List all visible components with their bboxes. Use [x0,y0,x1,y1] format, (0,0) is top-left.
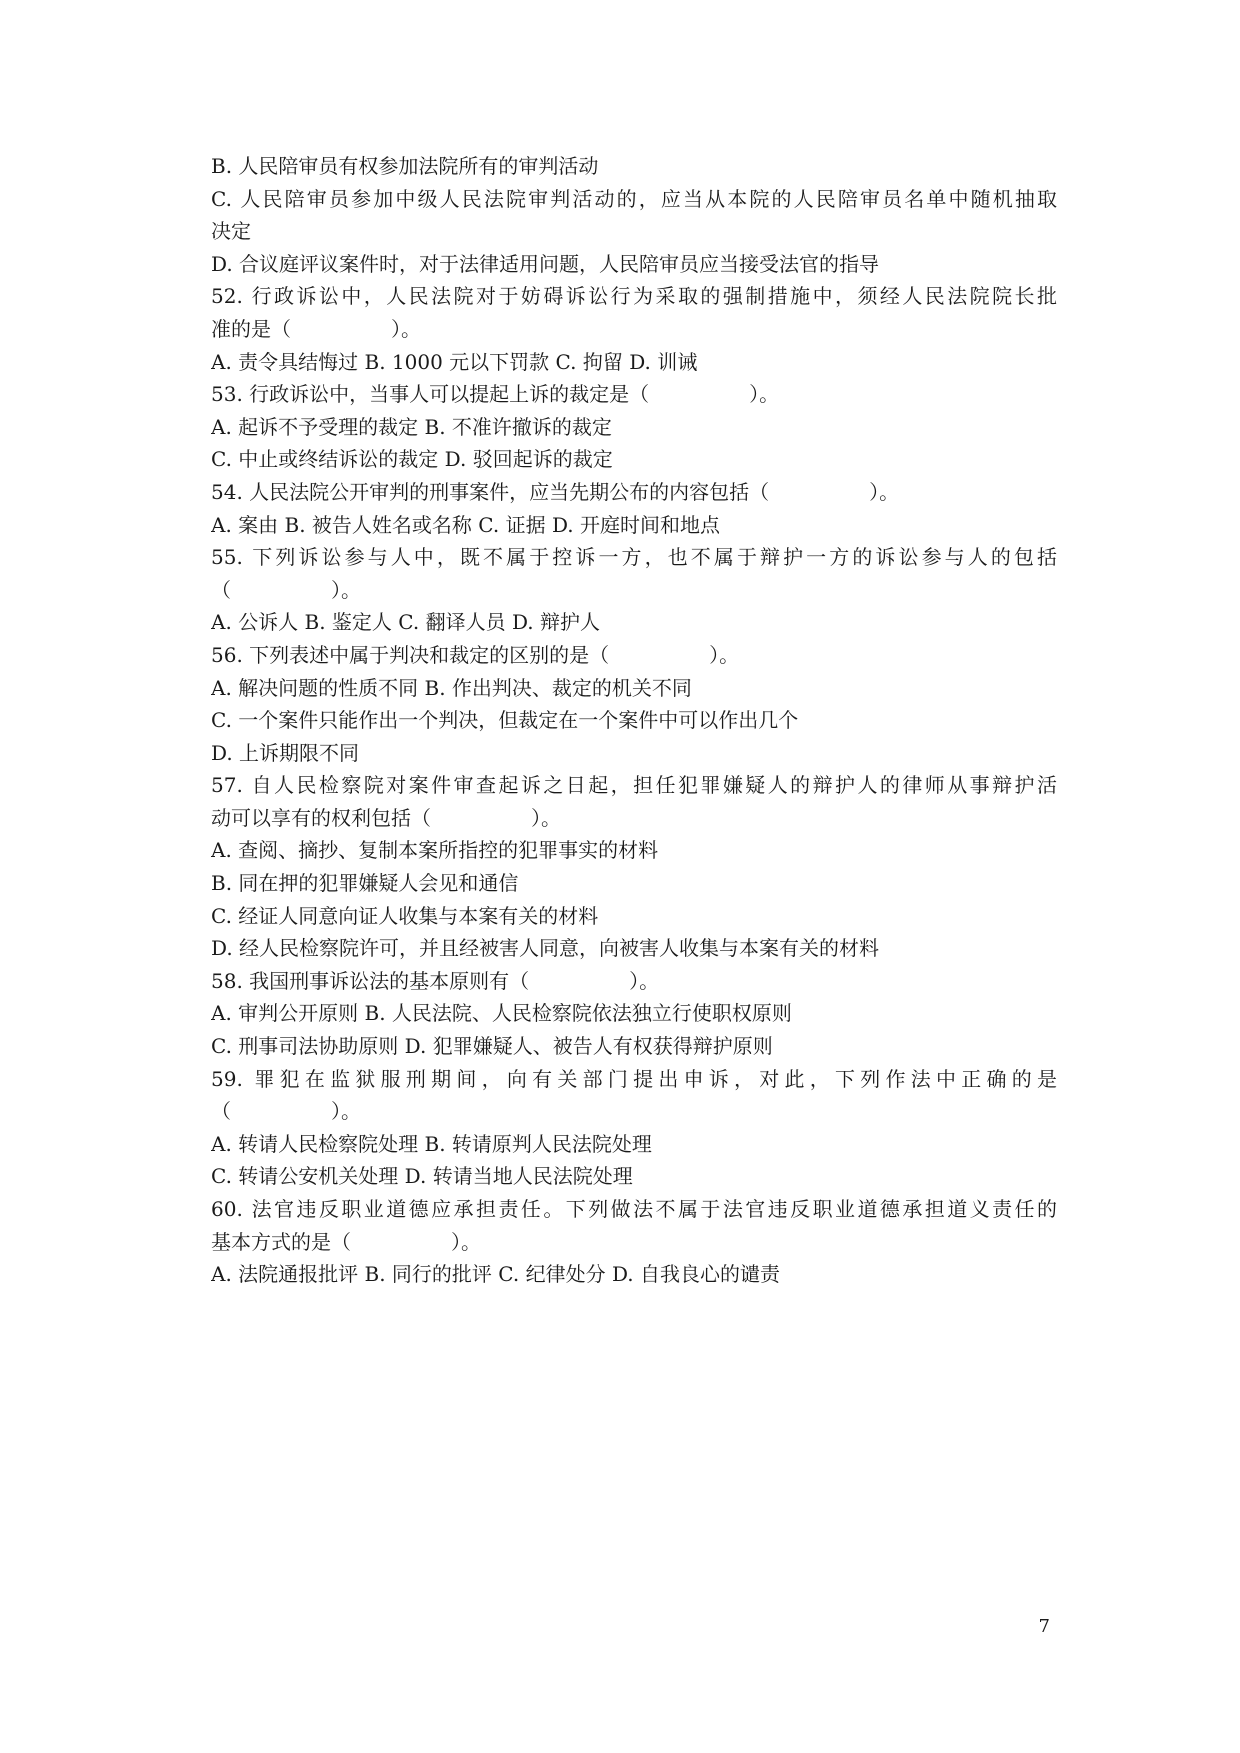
question-57-options: A. 查阅、摘抄、复制本案所指控的犯罪事实的材料 [211,838,659,863]
option-line-continuation: 决定 [211,219,251,244]
question-60-stem-continuation: 基本方式的是（ ）。 [211,1229,481,1254]
question-53-stem: 53. 行政诉讼中，当事人可以提起上诉的裁定是（ ）。 [211,382,780,407]
question-60-options: A. 法院通报批评 B. 同行的批评 C. 纪律处分 D. 自我良心的谴责 [211,1262,780,1287]
option-line: B. 人民陪审员有权参加法院所有的审判活动 [211,154,599,178]
question-54-options: A. 案由 B. 被告人姓名或名称 C. 证据 D. 开庭时间和地点 [211,512,720,537]
question-54-stem: 54. 人民法院公开审判的刑事案件，应当先期公布的内容包括（ ）。 [211,479,900,504]
question-58-stem: 58. 我国刑事诉讼法的基本原则有（ ）。 [211,968,660,993]
question-56-options: D. 上诉期限不同 [211,740,360,765]
question-53-options: C. 中止或终结诉讼的裁定 D. 驳回起诉的裁定 [211,447,613,472]
question-52-options: A. 责令具结悔过 B. 1000 元以下罚款 C. 拘留 D. 训诫 [211,349,698,374]
question-59-options: A. 转请人民检察院处理 B. 转请原判人民法院处理 [211,1131,652,1156]
option-line: D. 合议庭评议案件时，对于法律适用问题，人民陪审员应当接受法官的指导 [211,251,880,276]
question-52-stem-continuation: 准的是（ ）。 [211,316,421,341]
question-57-stem-continuation: 动可以享有的权利包括（ ）。 [211,805,561,830]
question-55-stem-continuation: （ ）。 [211,577,361,602]
page-number: 7 [1038,1616,1050,1637]
question-58-options: C. 刑事司法协助原则 D. 犯罪嫌疑人、被告人有权获得辩护原则 [211,1034,773,1059]
question-58-options: A. 审判公开原则 B. 人民法院、人民检察院依法独立行使职权原则 [211,1001,792,1026]
question-55-options: A. 公诉人 B. 鉴定人 C. 翻译人员 D. 辩护人 [211,610,600,635]
question-57-options: B. 同在押的犯罪嫌疑人会见和通信 [211,871,519,896]
question-52-stem: 52. 行政诉讼中，人民法院对于妨碍诉讼行为采取的强制措施中，须经人民法院院长批 [211,284,1057,309]
question-57-stem: 57. 自人民检察院对案件审查起诉之日起，担任犯罪嫌疑人的辩护人的律师从事辩护活 [211,773,1057,798]
question-59-stem-continuation: （ ）。 [211,1099,361,1124]
question-56-options: A. 解决问题的性质不同 B. 作出判决、裁定的机关不同 [211,675,692,700]
question-57-options: D. 经人民检察院许可，并且经被害人同意，向被害人收集与本案有关的材料 [211,936,880,961]
question-57-options: C. 经证人同意向证人收集与本案有关的材料 [211,903,599,928]
question-55-stem: 55. 下列诉讼参与人中，既不属于控诉一方，也不属于辩护一方的诉讼参与人的包括 [211,545,1057,570]
question-59-options: C. 转请公安机关处理 D. 转请当地人民法院处理 [211,1164,633,1189]
question-56-options: C. 一个案件只能作出一个判决，但裁定在一个案件中可以作出几个 [211,708,799,733]
question-59-stem: 59. 罪犯在监狱服刑期间，向有关部门提出申诉，对此，下列作法中正确的是 [211,1066,1057,1091]
question-53-options: A. 起诉不予受理的裁定 B. 不准许撤诉的裁定 [211,414,612,439]
question-60-stem: 60. 法官违反职业道德应承担责任。下列做法不属于法官违反职业道德承担道义责任的 [211,1197,1057,1221]
option-line: C. 人民陪审员参加中级人民法院审判活动的，应当从本院的人民陪审员名单中随机抽取 [211,186,1057,211]
question-text-body [211,150,1057,1291]
question-56-stem: 56. 下列表述中属于判决和裁定的区别的是（ ）。 [211,642,740,667]
